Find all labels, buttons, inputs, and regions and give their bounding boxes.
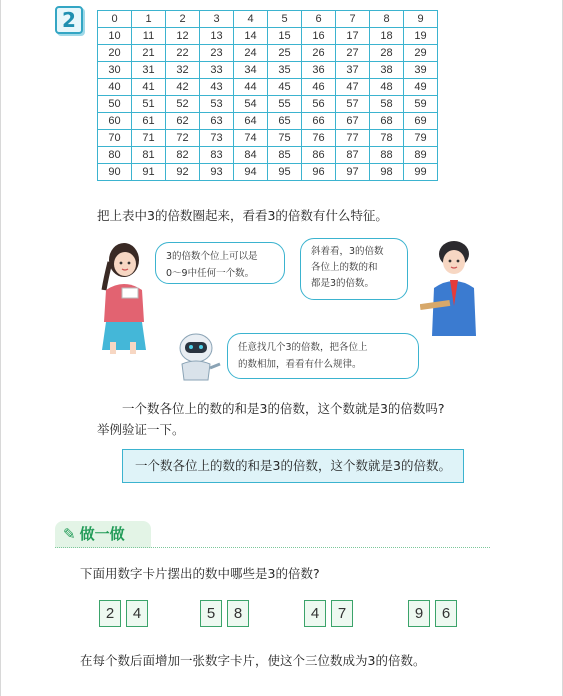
chart-cell: 93 xyxy=(200,164,234,181)
digit-card: 7 xyxy=(331,600,353,627)
instruction-text: 把上表中3的倍数圈起来，看看3的倍数有什么特征。 xyxy=(97,208,388,223)
pencil-icon: ✎ xyxy=(63,525,76,543)
chart-cell: 98 xyxy=(370,164,404,181)
chart-cell: 25 xyxy=(268,45,302,62)
chart-cell: 32 xyxy=(166,62,200,79)
chart-row xyxy=(98,28,438,45)
chart-cell: 73 xyxy=(200,130,234,147)
chart-cell: 7 xyxy=(336,11,370,28)
girl-speech-bubble xyxy=(155,242,285,284)
chart-cell: 46 xyxy=(302,79,336,96)
chart-cell: 77 xyxy=(336,130,370,147)
chart-cell: 67 xyxy=(336,113,370,130)
chart-cell: 6 xyxy=(302,11,336,28)
chart-cell: 86 xyxy=(302,147,336,164)
chart-cell: 80 xyxy=(98,147,132,164)
chart-cell: 84 xyxy=(234,147,268,164)
chart-cell: 45 xyxy=(268,79,302,96)
chart-row xyxy=(98,62,438,79)
chart-cell: 18 xyxy=(370,28,404,45)
chart-cell: 87 xyxy=(336,147,370,164)
digit-card: 2 xyxy=(99,600,121,627)
chart-row xyxy=(98,113,438,130)
chart-cell: 99 xyxy=(404,164,438,181)
chart-cell: 22 xyxy=(166,45,200,62)
chart-cell: 59 xyxy=(404,96,438,113)
chart-cell: 71 xyxy=(132,130,166,147)
chart-cell: 82 xyxy=(166,147,200,164)
chart-cell: 55 xyxy=(268,96,302,113)
chart-row xyxy=(98,11,438,28)
chart-cell: 49 xyxy=(404,79,438,96)
chart-cell: 90 xyxy=(98,164,132,181)
digit-card: 4 xyxy=(126,600,148,627)
chart-cell: 37 xyxy=(336,62,370,79)
chart-cell: 16 xyxy=(302,28,336,45)
chart-row xyxy=(98,147,438,164)
chart-cell: 65 xyxy=(268,113,302,130)
chart-cell: 40 xyxy=(98,79,132,96)
chart-cell: 24 xyxy=(234,45,268,62)
chart-cell: 78 xyxy=(370,130,404,147)
digit-card: 8 xyxy=(227,600,249,627)
conclusion-box: 一个数各位上的数的和是3的倍数，这个数就是3的倍数。 xyxy=(122,449,464,483)
section-title: 做一做 xyxy=(79,525,125,543)
chart-cell: 83 xyxy=(200,147,234,164)
chart-cell: 3 xyxy=(200,11,234,28)
chart-cell: 52 xyxy=(166,96,200,113)
chart-cell: 21 xyxy=(132,45,166,62)
question-line-1: 一个数各位上的数的和是3的倍数，这个数就是3的倍数吗? xyxy=(122,401,445,416)
chart-row xyxy=(98,79,438,96)
boy-speech-line-1: 斜着看，3的倍数 xyxy=(311,246,384,257)
chart-cell: 42 xyxy=(166,79,200,96)
chart-cell: 54 xyxy=(234,96,268,113)
chart-cell: 48 xyxy=(370,79,404,96)
digit-card: 4 xyxy=(304,600,326,627)
digit-card: 9 xyxy=(408,600,430,627)
chart-cell: 34 xyxy=(234,62,268,79)
exercise-followup: 在每个数后面增加一张数字卡片，使这个三位数成为3的倍数。 xyxy=(80,653,426,668)
chart-cell: 10 xyxy=(98,28,132,45)
girl-speech-line-2: 0～9中任何一个数。 xyxy=(166,268,255,279)
chart-cell: 29 xyxy=(404,45,438,62)
section-divider xyxy=(55,547,490,548)
chart-cell: 74 xyxy=(234,130,268,147)
chart-row xyxy=(98,96,438,113)
chart-row xyxy=(98,45,438,62)
chart-cell: 53 xyxy=(200,96,234,113)
chart-cell: 30 xyxy=(98,62,132,79)
robot-speech-line-1: 任意找几个3的倍数，把各位上 xyxy=(238,342,368,353)
chart-cell: 39 xyxy=(404,62,438,79)
chart-cell: 5 xyxy=(268,11,302,28)
chart-cell: 70 xyxy=(98,130,132,147)
chart-cell: 56 xyxy=(302,96,336,113)
chart-cell: 2 xyxy=(166,11,200,28)
chart-cell: 76 xyxy=(302,130,336,147)
boy-speech-line-2: 各位上的数的和 xyxy=(311,262,378,273)
boy-speech-bubble xyxy=(300,238,408,300)
section-header xyxy=(55,521,151,548)
chart-cell: 69 xyxy=(404,113,438,130)
chart-cell: 85 xyxy=(268,147,302,164)
chart-cell: 94 xyxy=(234,164,268,181)
chart-cell: 58 xyxy=(370,96,404,113)
chart-cell: 1 xyxy=(132,11,166,28)
robot-speech-bubble xyxy=(227,333,419,379)
chart-cell: 95 xyxy=(268,164,302,181)
chart-cell: 64 xyxy=(234,113,268,130)
girl-illustration xyxy=(96,238,154,354)
chart-cell: 41 xyxy=(132,79,166,96)
chart-cell: 81 xyxy=(132,147,166,164)
chart-cell: 23 xyxy=(200,45,234,62)
chart-cell: 51 xyxy=(132,96,166,113)
chart-cell: 92 xyxy=(166,164,200,181)
chart-cell: 27 xyxy=(336,45,370,62)
chart-cell: 20 xyxy=(98,45,132,62)
chart-cell: 8 xyxy=(370,11,404,28)
chart-cell: 4 xyxy=(234,11,268,28)
chart-row xyxy=(98,164,438,181)
chart-cell: 79 xyxy=(404,130,438,147)
chart-cell: 17 xyxy=(336,28,370,45)
chart-cell: 57 xyxy=(336,96,370,113)
chart-cell: 35 xyxy=(268,62,302,79)
chart-cell: 61 xyxy=(132,113,166,130)
chart-cell: 72 xyxy=(166,130,200,147)
chart-cell: 63 xyxy=(200,113,234,130)
chart-cell: 36 xyxy=(302,62,336,79)
exercise-prompt: 下面用数字卡片摆出的数中哪些是3的倍数? xyxy=(80,566,320,581)
chart-cell: 31 xyxy=(132,62,166,79)
chart-cell: 47 xyxy=(336,79,370,96)
chart-cell: 89 xyxy=(404,147,438,164)
chart-cell: 9 xyxy=(404,11,438,28)
chart-cell: 14 xyxy=(234,28,268,45)
digit-card: 6 xyxy=(435,600,457,627)
chart-cell: 15 xyxy=(268,28,302,45)
robot-speech-line-2: 的数相加，看看有什么规律。 xyxy=(238,359,362,370)
hundred-chart xyxy=(97,10,438,181)
chart-cell: 33 xyxy=(200,62,234,79)
chart-cell: 13 xyxy=(200,28,234,45)
chart-cell: 97 xyxy=(336,164,370,181)
chart-cell: 50 xyxy=(98,96,132,113)
chart-cell: 88 xyxy=(370,147,404,164)
chart-cell: 44 xyxy=(234,79,268,96)
chart-cell: 43 xyxy=(200,79,234,96)
chart-cell: 91 xyxy=(132,164,166,181)
chart-cell: 96 xyxy=(302,164,336,181)
chart-cell: 19 xyxy=(404,28,438,45)
chart-cell: 28 xyxy=(370,45,404,62)
chart-cell: 0 xyxy=(98,11,132,28)
chart-cell: 68 xyxy=(370,113,404,130)
chart-cell: 26 xyxy=(302,45,336,62)
page-left-edge xyxy=(0,0,1,696)
chart-cell: 11 xyxy=(132,28,166,45)
chart-cell: 75 xyxy=(268,130,302,147)
question-line-2: 举例验证一下。 xyxy=(97,422,185,437)
chart-cell: 12 xyxy=(166,28,200,45)
problem-number-badge: 2 xyxy=(55,6,83,34)
boy-speech-line-3: 都是3的倍数。 xyxy=(311,278,375,289)
chart-row xyxy=(98,130,438,147)
chart-cell: 62 xyxy=(166,113,200,130)
boy-illustration xyxy=(420,236,488,346)
robot-illustration xyxy=(170,330,222,382)
digit-card: 5 xyxy=(200,600,222,627)
chart-cell: 60 xyxy=(98,113,132,130)
girl-speech-line-1: 3的倍数个位上可以是 xyxy=(166,251,258,262)
chart-cell: 38 xyxy=(370,62,404,79)
chart-cell: 66 xyxy=(302,113,336,130)
